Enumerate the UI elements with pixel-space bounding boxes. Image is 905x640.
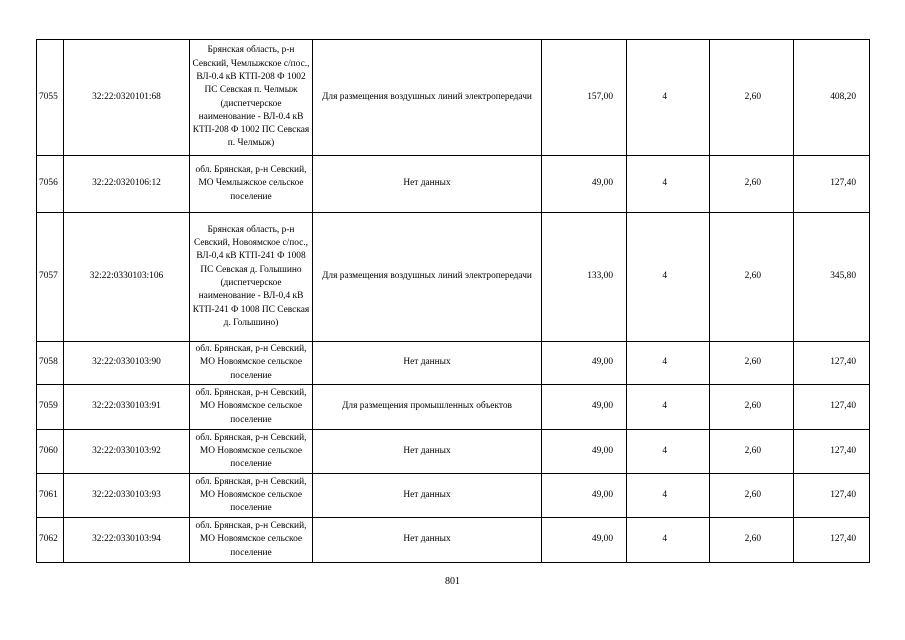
address: обл. Брянская, р-н Севский, МО Новоямское сельское поселение xyxy=(190,385,313,430)
area: 49,00 xyxy=(542,518,627,563)
rate: 2,60 xyxy=(710,385,794,430)
cadastral-number: 32:22:0320101:68 xyxy=(64,40,190,156)
area: 49,00 xyxy=(542,156,627,213)
row-number: 7062 xyxy=(37,518,64,563)
table-row xyxy=(37,474,870,518)
rate: 2,60 xyxy=(710,40,794,156)
permitted-use: Нет данных xyxy=(313,430,542,474)
cadastral-number: 32:22:0330103:106 xyxy=(64,213,190,342)
cadastral-number: 32:22:0330103:90 xyxy=(64,342,190,385)
coefficient: 4 xyxy=(627,342,710,385)
cadastral-number: 32:22:0330103:91 xyxy=(64,385,190,430)
coefficient: 4 xyxy=(627,474,710,518)
address: обл. Брянская, р-н Севский, МО Новоямское сельское поселение xyxy=(190,518,313,563)
area: 49,00 xyxy=(542,385,627,430)
area: 133,00 xyxy=(542,213,627,342)
coefficient: 4 xyxy=(627,518,710,563)
address: обл. Брянская, р-н Севский, МО Новоямское сельское поселение xyxy=(190,474,313,518)
coefficient: 4 xyxy=(627,40,710,156)
rate: 2,60 xyxy=(710,156,794,213)
row-number: 7061 xyxy=(37,474,64,518)
cadastral-number: 32:22:0330103:93 xyxy=(64,474,190,518)
table-row xyxy=(37,40,870,156)
permitted-use: Для размещения воздушных линий электропередачи xyxy=(313,213,542,342)
permitted-use: Нет данных xyxy=(313,156,542,213)
row-number: 7057 xyxy=(37,213,64,342)
permitted-use: Для размещения воздушных линий электропередачи xyxy=(313,40,542,156)
payment: 127,40 xyxy=(794,430,870,474)
cadastral-number: 32:22:0330103:92 xyxy=(64,430,190,474)
area: 157,00 xyxy=(542,40,627,156)
payment: 127,40 xyxy=(794,342,870,385)
permitted-use: Нет данных xyxy=(313,342,542,385)
payment: 127,40 xyxy=(794,385,870,430)
address: обл. Брянская, р-н Севский, МО Новоямское сельское поселение xyxy=(190,342,313,385)
payment: 408,20 xyxy=(794,40,870,156)
table-row xyxy=(37,385,870,430)
cadastral-number: 32:22:0330103:94 xyxy=(64,518,190,563)
permitted-use: Нет данных xyxy=(313,518,542,563)
payment: 127,40 xyxy=(794,474,870,518)
coefficient: 4 xyxy=(627,430,710,474)
table-row xyxy=(37,342,870,385)
cadastral-table xyxy=(36,39,870,563)
page-number: 801 xyxy=(445,576,460,587)
rate: 2,60 xyxy=(710,342,794,385)
permitted-use: Нет данных xyxy=(313,474,542,518)
rate: 2,60 xyxy=(710,430,794,474)
table-row xyxy=(37,430,870,474)
address: Брянская область, р-н Севский, Чемлыжское с/пос., ВЛ-0.4 кВ КТП-208 Ф 1002 ПС Севская п. Челмыж (диспетчерское наименование - ВЛ-0.4 кВ КТП-208 Ф 1002 ПС Севская п. Челмыж) xyxy=(190,40,313,156)
row-number: 7055 xyxy=(37,40,64,156)
area: 49,00 xyxy=(542,342,627,385)
address: обл. Брянская, р-н Севский, МО Чемлыжское сельское поселение xyxy=(190,156,313,213)
table-row xyxy=(37,213,870,342)
address: обл. Брянская, р-н Севский, МО Новоямское сельское поселение xyxy=(190,430,313,474)
coefficient: 4 xyxy=(627,385,710,430)
row-number: 7058 xyxy=(37,342,64,385)
row-number: 7059 xyxy=(37,385,64,430)
area: 49,00 xyxy=(542,430,627,474)
address: Брянская область, р-н Севский, Новоямское с/пос., ВЛ-0,4 кВ КТП-241 Ф 1008 ПС Севская д. Голышино (диспетчерское наименование - ВЛ-0,4 кВ КТП-241 Ф 1008 ПС Севская д. Голышино) xyxy=(190,213,313,342)
coefficient: 4 xyxy=(627,156,710,213)
cadastral-number: 32:22:0320106:12 xyxy=(64,156,190,213)
area: 49,00 xyxy=(542,474,627,518)
row-number: 7060 xyxy=(37,430,64,474)
coefficient: 4 xyxy=(627,213,710,342)
payment: 127,40 xyxy=(794,518,870,563)
payment: 127,40 xyxy=(794,156,870,213)
table-row xyxy=(37,156,870,213)
table-row xyxy=(37,518,870,563)
payment: 345,80 xyxy=(794,213,870,342)
row-number: 7056 xyxy=(37,156,64,213)
rate: 2,60 xyxy=(710,213,794,342)
rate: 2,60 xyxy=(710,518,794,563)
rate: 2,60 xyxy=(710,474,794,518)
permitted-use: Для размещения промышленных объектов xyxy=(313,385,542,430)
